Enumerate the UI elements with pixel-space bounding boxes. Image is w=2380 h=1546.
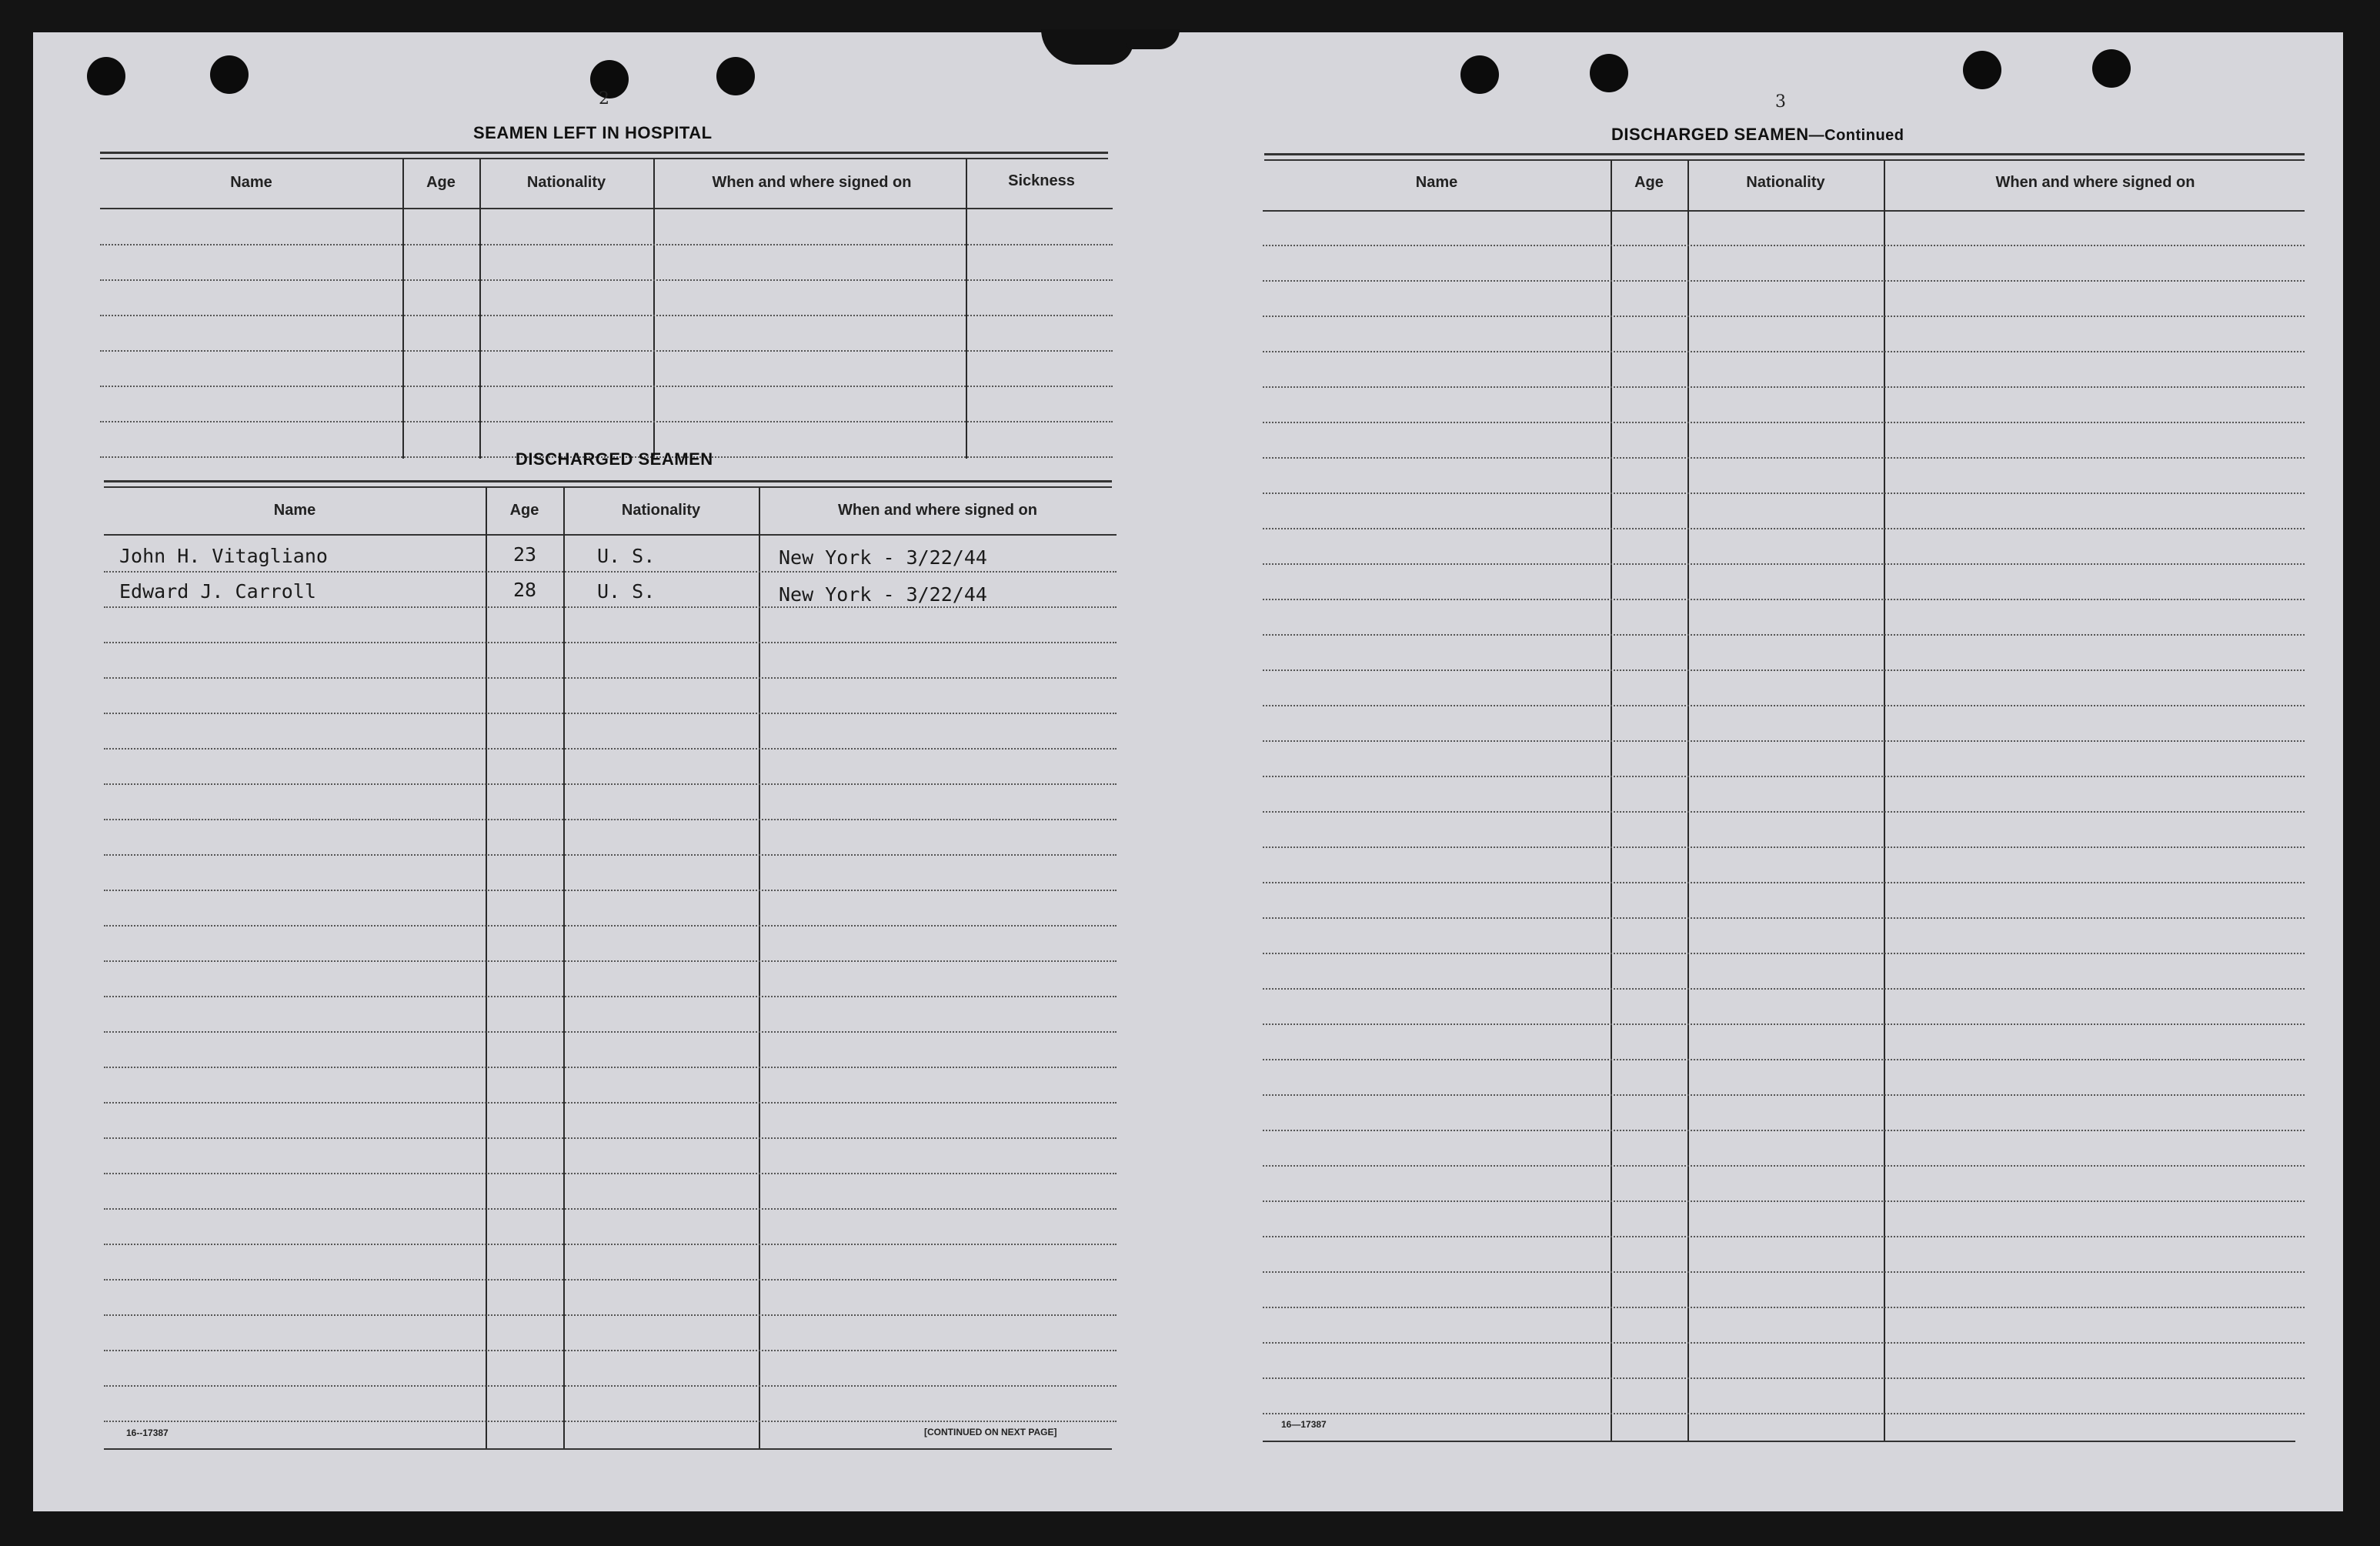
column-header-age: Age [509,502,539,519]
seaman-nationality: U. S. [597,580,656,603]
column-header-age: Age [1634,174,1664,191]
column-header-signed-on: When and where signed on [1995,174,2195,191]
column-header-nationality: Nationality [526,174,606,191]
column-header-name: Name [273,502,316,519]
page-number: 2 [599,89,609,109]
form-number: 16—17387 [1281,1419,1327,1430]
discharged-section-title: DISCHARGED SEAMEN [516,449,713,469]
form-number: 16--17387 [126,1427,169,1438]
hospital-section-title: SEAMEN LEFT IN HOSPITAL [473,123,713,142]
torn-edge [1126,29,1180,49]
column-header-nationality: Nationality [1746,174,1825,191]
seaman-age: 28 [513,579,537,601]
title-main: DISCHARGED SEAMEN [1611,125,1809,144]
seaman-signed-on: New York - 3/22/44 [779,546,987,569]
seaman-nationality: U. S. [597,545,656,567]
column-header-nationality: Nationality [621,502,701,519]
discharged-continued-title [1611,125,1904,145]
column-header-name: Name [1415,174,1458,191]
binder-hole [87,57,125,95]
column-header-signed-on: When and where signed on [712,174,912,191]
column-header-age: Age [426,174,456,191]
seaman-signed-on: New York - 3/22/44 [779,583,987,606]
column-header-name: Name [230,174,272,191]
binder-hole [210,55,249,94]
torn-edge [1041,29,1133,65]
binder-hole [590,60,629,99]
binder-hole [1590,54,1628,92]
binder-hole [2092,49,2131,88]
binder-hole [1963,51,2001,89]
seaman-name: John H. Vitagliano [119,545,328,567]
seaman-age: 23 [513,543,537,566]
document-sheet [33,32,2343,1511]
column-header-signed-on: When and where signed on [838,502,1037,519]
page-number: 3 [1775,92,1786,112]
binder-hole [716,57,755,95]
title-suffix: —Continued [1808,127,1904,144]
column-header-sickness: Sickness [1008,172,1075,189]
seaman-name: Edward J. Carroll [119,580,316,603]
binder-hole [1460,55,1499,94]
continued-note: [CONTINUED ON NEXT PAGE] [924,1427,1057,1437]
